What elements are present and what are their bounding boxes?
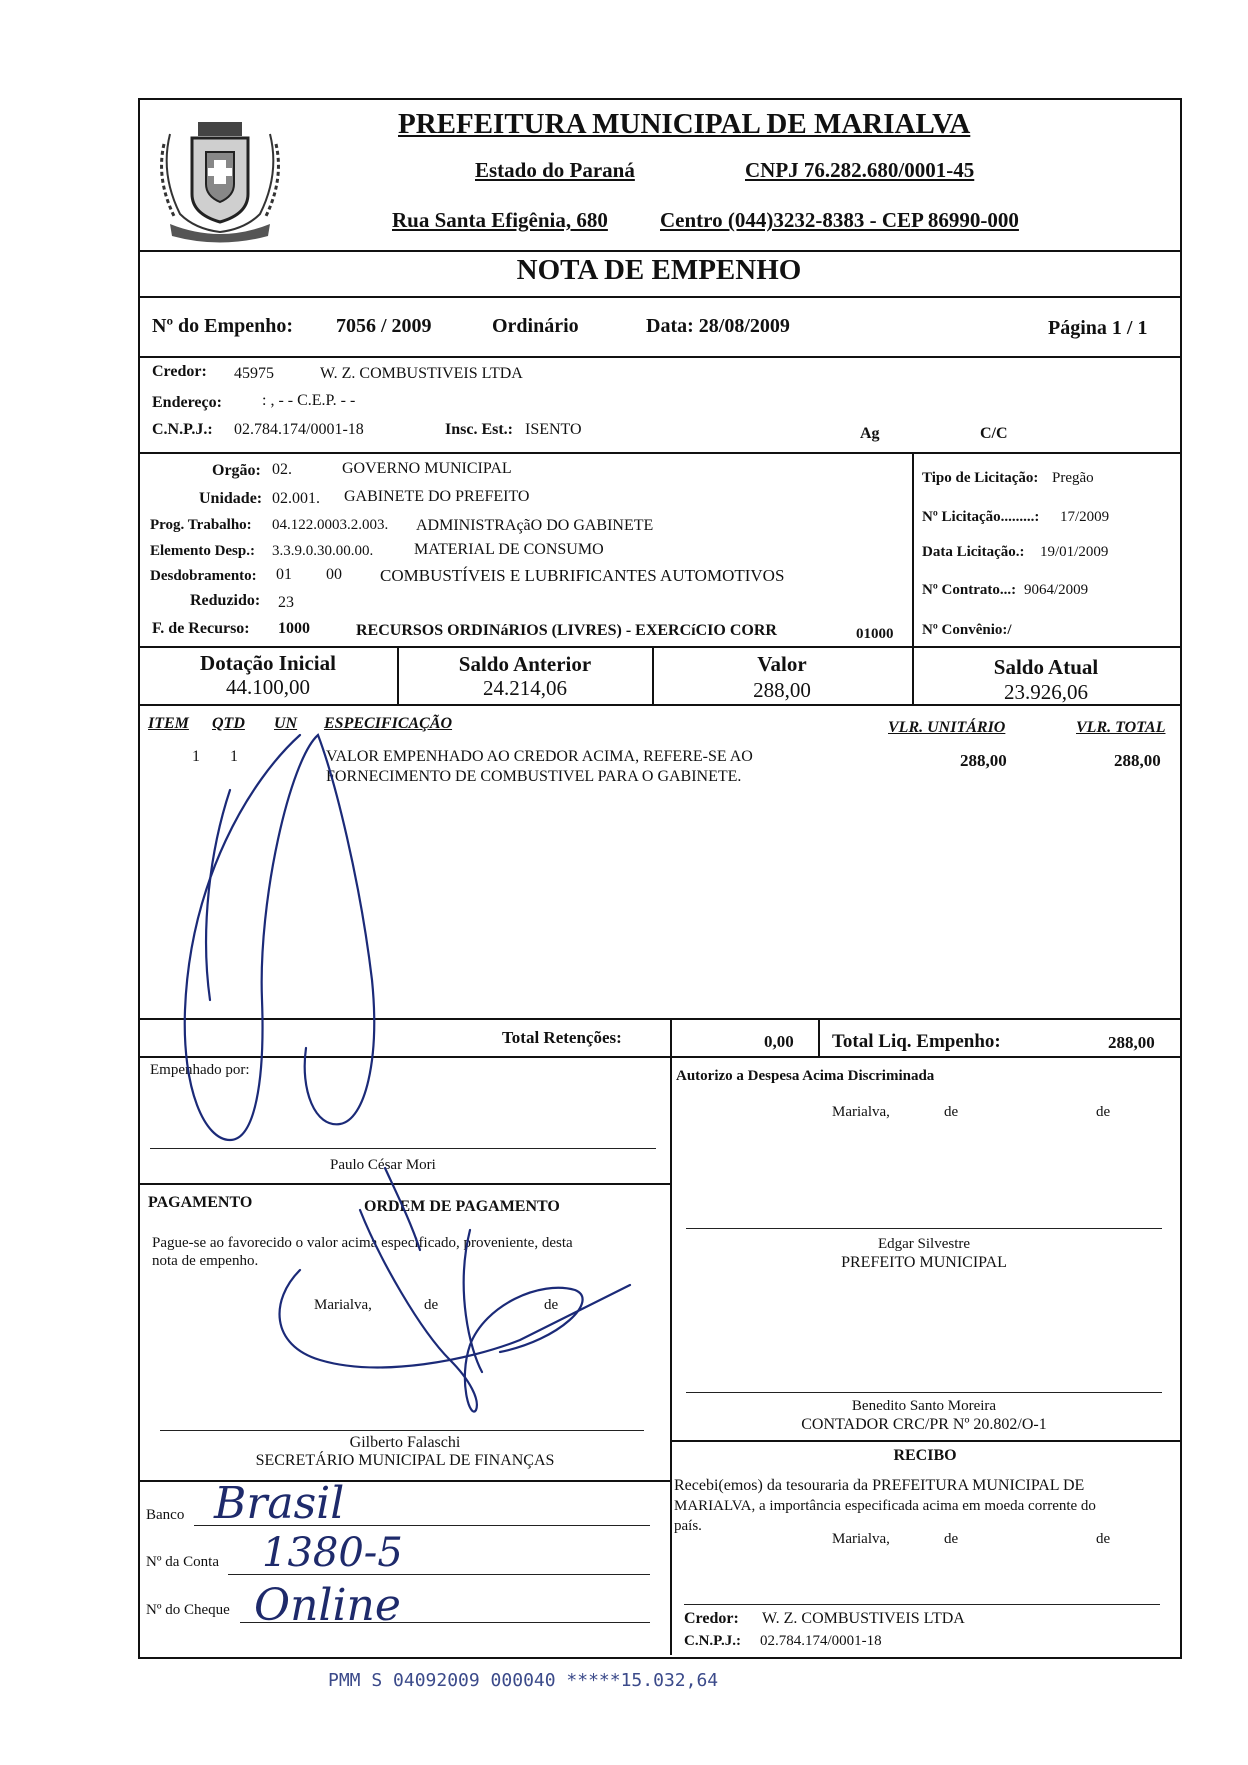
licitacao-date: 19/01/2009 — [1040, 544, 1109, 560]
divider — [138, 250, 1180, 252]
prefeito-name: Edgar Silvestre — [877, 1236, 971, 1252]
contrato-label: Nº Contrato...: — [922, 582, 1017, 598]
desdobramento-name: COMBUSTÍVEIS E LUBRIFICANTES AUTOMOTIVOS — [380, 566, 785, 585]
document-title: NOTA DE EMPENHO — [516, 254, 802, 286]
ordem-pagamento-label: ORDEM DE PAGAMENTO — [364, 1198, 560, 1215]
recibo-line3: país. — [674, 1518, 702, 1534]
item-qty: 1 — [230, 748, 238, 765]
divider — [138, 646, 1180, 648]
coat-of-arms-seal — [150, 104, 290, 244]
divider — [138, 1183, 670, 1185]
empenhado-name: Paulo César Mori — [330, 1157, 436, 1173]
prog-code: 04.122.0003.2.003. — [272, 517, 389, 533]
recibo-credor-name: W. Z. COMBUSTIVEIS LTDA — [762, 1610, 965, 1627]
licitacao-number-label: Nº Licitação.........: — [922, 509, 1040, 525]
elemento-name: MATERIAL DE CONSUMO — [414, 541, 604, 558]
cheque-handwritten: Online — [254, 1580, 401, 1631]
cnpj-label: C.N.P.J.: — [152, 421, 213, 438]
agency-label: Ag — [860, 425, 880, 442]
valor-label: Valor — [757, 652, 807, 676]
signature-line — [160, 1430, 644, 1431]
reduzido-label: Reduzido: — [190, 592, 261, 609]
fonte-code: 1000 — [278, 620, 310, 637]
municipality-title: PREFEITURA MUNICIPAL DE MARIALVA — [398, 108, 971, 140]
header-cnpj: CNPJ 76.282.680/0001-45 — [745, 158, 975, 182]
banco-label: Banco — [146, 1507, 185, 1523]
valor-value: 288,00 — [753, 678, 811, 702]
recibo-cnpj-value: 02.784.174/0001-18 — [760, 1633, 882, 1649]
divider — [670, 1440, 1180, 1442]
item-number: 1 — [192, 748, 200, 765]
fonte-name: RECURSOS ORDINáRIOS (LIVRES) - EXERCíCIO CORR — [356, 622, 777, 639]
header-address: Rua Santa Efigênia, 680 — [392, 208, 608, 232]
signature-line — [686, 1228, 1162, 1229]
elemento-code: 3.3.9.0.30.00.00. — [272, 543, 374, 559]
page-number: Página 1 / 1 — [1048, 317, 1148, 339]
payment-stamp: PMM S 04092009 000040 *****15.032,64 — [328, 1670, 719, 1691]
account-label: C/C — [980, 425, 1008, 442]
contador-title: CONTADOR CRC/PR Nº 20.802/O-1 — [801, 1416, 1047, 1433]
autorizo-city: Marialva, — [832, 1104, 890, 1120]
item-description-line1: VALOR EMPENHADO AO CREDOR ACIMA, REFERE-SE AO — [326, 748, 753, 765]
divider — [912, 452, 914, 646]
empenho-number-label: Nº do Empenho: — [152, 315, 294, 337]
licitacao-number: 17/2009 — [1060, 509, 1110, 525]
item-unit-value: 288,00 — [960, 751, 1007, 770]
prog-name: ADMINISTRAçãO DO GABINETE — [416, 517, 654, 534]
pagamento-text-line1: Pague-se ao favorecido o valor acima especificado, proveniente, desta — [152, 1235, 573, 1251]
divider — [818, 1018, 820, 1056]
endereco-value: : , - - C.E.P. - - — [262, 392, 356, 409]
divider — [670, 1056, 672, 1655]
recibo-line1: Recebi(emos) da tesouraria da PREFEITURA MUNICIPAL DE — [674, 1477, 1085, 1494]
tipo-licitacao-label: Tipo de Licitação: — [922, 470, 1039, 486]
saldo-atual-label: Saldo Atual — [993, 655, 1099, 679]
item-total-value: 288,00 — [1114, 751, 1161, 770]
elemento-label: Elemento Desp.: — [150, 543, 255, 559]
cnpj-value: 02.784.174/0001-18 — [234, 421, 364, 438]
col-header-item: ITEM — [148, 715, 189, 732]
empenho-date: Data: 28/08/2009 — [646, 315, 790, 337]
saldo-anterior-value: 24.214,06 — [483, 676, 567, 700]
convenio-label: Nº Convênio:/ — [922, 622, 1012, 638]
retencoes-label: Total Retenções: — [502, 1028, 622, 1047]
col-header-especificacao: ESPECIFICAÇÃO — [324, 715, 453, 732]
contador-name: Benedito Santo Moreira — [851, 1398, 997, 1414]
credor-code: 45975 — [234, 365, 274, 382]
signature-line — [684, 1604, 1160, 1605]
col-header-total-value: VLR. TOTAL — [1076, 719, 1166, 736]
recibo-city: Marialva, — [832, 1531, 890, 1547]
autorizo-text: Autorizo a Despesa Acima Discriminada — [676, 1068, 935, 1084]
unidade-code: 02.001. — [272, 490, 320, 507]
divider — [138, 704, 1180, 706]
pagamento-de-2: de — [544, 1297, 559, 1313]
recibo-cnpj-label: C.N.P.J.: — [684, 1633, 741, 1649]
pagamento-label: PAGAMENTO — [148, 1194, 253, 1211]
col-header-qtd: QTD — [212, 715, 245, 732]
signature-line — [686, 1392, 1162, 1393]
item-description-line2: FORNECIMENTO DE COMBUSTIVEL PARA O GABINETE. — [326, 768, 742, 785]
credor-label: Credor: — [152, 363, 207, 380]
secretario-title: SECRETÁRIO MUNICIPAL DE FINANÇAS — [255, 1452, 555, 1469]
fonte-label: F. de Recurso: — [152, 620, 250, 637]
recibo-de-1: de — [944, 1531, 959, 1547]
state-name: Estado do Paraná — [475, 158, 635, 182]
desdobramento-subcode: 00 — [326, 566, 342, 583]
signature-line — [150, 1148, 656, 1149]
header-contact: Centro (044)3232-8383 - CEP 86990-000 — [660, 208, 1019, 232]
divider — [138, 1018, 1180, 1020]
pagamento-text-line2: nota de empenho. — [152, 1253, 259, 1269]
autorizo-de-2: de — [1096, 1104, 1111, 1120]
credor-name: W. Z. COMBUSTIVEIS LTDA — [320, 365, 523, 382]
divider — [138, 452, 1180, 454]
fonte-code-2: 01000 — [856, 626, 894, 642]
orgao-label: Orgão: — [212, 462, 261, 479]
unidade-label: Unidade: — [199, 490, 263, 507]
divider — [138, 296, 1180, 298]
insc-label: Insc. Est.: — [445, 421, 514, 438]
liquido-value: 288,00 — [1108, 1033, 1155, 1052]
prog-label: Prog. Trabalho: — [150, 517, 252, 533]
insc-value: ISENTO — [525, 421, 582, 438]
pagamento-city: Marialva, — [314, 1297, 372, 1313]
empenhado-label: Empenhado por: — [150, 1062, 250, 1078]
saldo-atual-value: 23.926,06 — [1004, 680, 1088, 704]
prefeito-title: PREFEITO MUNICIPAL — [841, 1254, 1007, 1271]
recibo-de-2: de — [1096, 1531, 1111, 1547]
cheque-label: Nº do Cheque — [146, 1602, 230, 1618]
conta-handwritten: 1380-5 — [262, 1530, 403, 1576]
reduzido-value: 23 — [278, 594, 294, 611]
dotacao-value: 44.100,00 — [226, 675, 310, 699]
unidade-name: GABINETE DO PREFEITO — [344, 488, 530, 505]
divider — [138, 356, 1180, 358]
licitacao-date-label: Data Licitação.: — [922, 544, 1025, 560]
endereco-label: Endereço: — [152, 394, 222, 411]
empenho-number: 7056 / 2009 — [336, 315, 432, 337]
divider — [670, 1018, 672, 1056]
pagamento-de-1: de — [424, 1297, 439, 1313]
divider — [138, 1056, 1180, 1058]
col-header-unit-value: VLR. UNITÁRIO — [888, 719, 1006, 736]
empenho-type: Ordinário — [492, 315, 579, 337]
liquido-label: Total Liq. Empenho: — [832, 1031, 1001, 1052]
recibo-credor-label: Credor: — [684, 1610, 739, 1627]
dotacao-label: Dotação Inicial — [200, 651, 336, 675]
desdobramento-label: Desdobramento: — [150, 568, 257, 584]
autorizo-de-1: de — [944, 1104, 959, 1120]
col-header-un: UN — [274, 715, 298, 732]
saldo-anterior-label: Saldo Anterior — [458, 652, 592, 676]
orgao-code: 02. — [272, 461, 292, 478]
banco-handwritten: Brasil — [214, 1478, 345, 1529]
retencoes-value: 0,00 — [764, 1032, 794, 1051]
conta-label: Nº da Conta — [146, 1554, 219, 1570]
recibo-title: RECIBO — [893, 1447, 957, 1464]
recibo-line2: MARIALVA, a importância especificada acima em moeda corrente do — [674, 1498, 1096, 1514]
desdobramento-code: 01 — [276, 566, 292, 583]
orgao-name: GOVERNO MUNICIPAL — [342, 460, 512, 477]
contrato-value: 9064/2009 — [1024, 582, 1089, 598]
tipo-licitacao-value: Pregão — [1052, 470, 1094, 486]
secretario-name: Gilberto Falaschi — [349, 1434, 461, 1451]
